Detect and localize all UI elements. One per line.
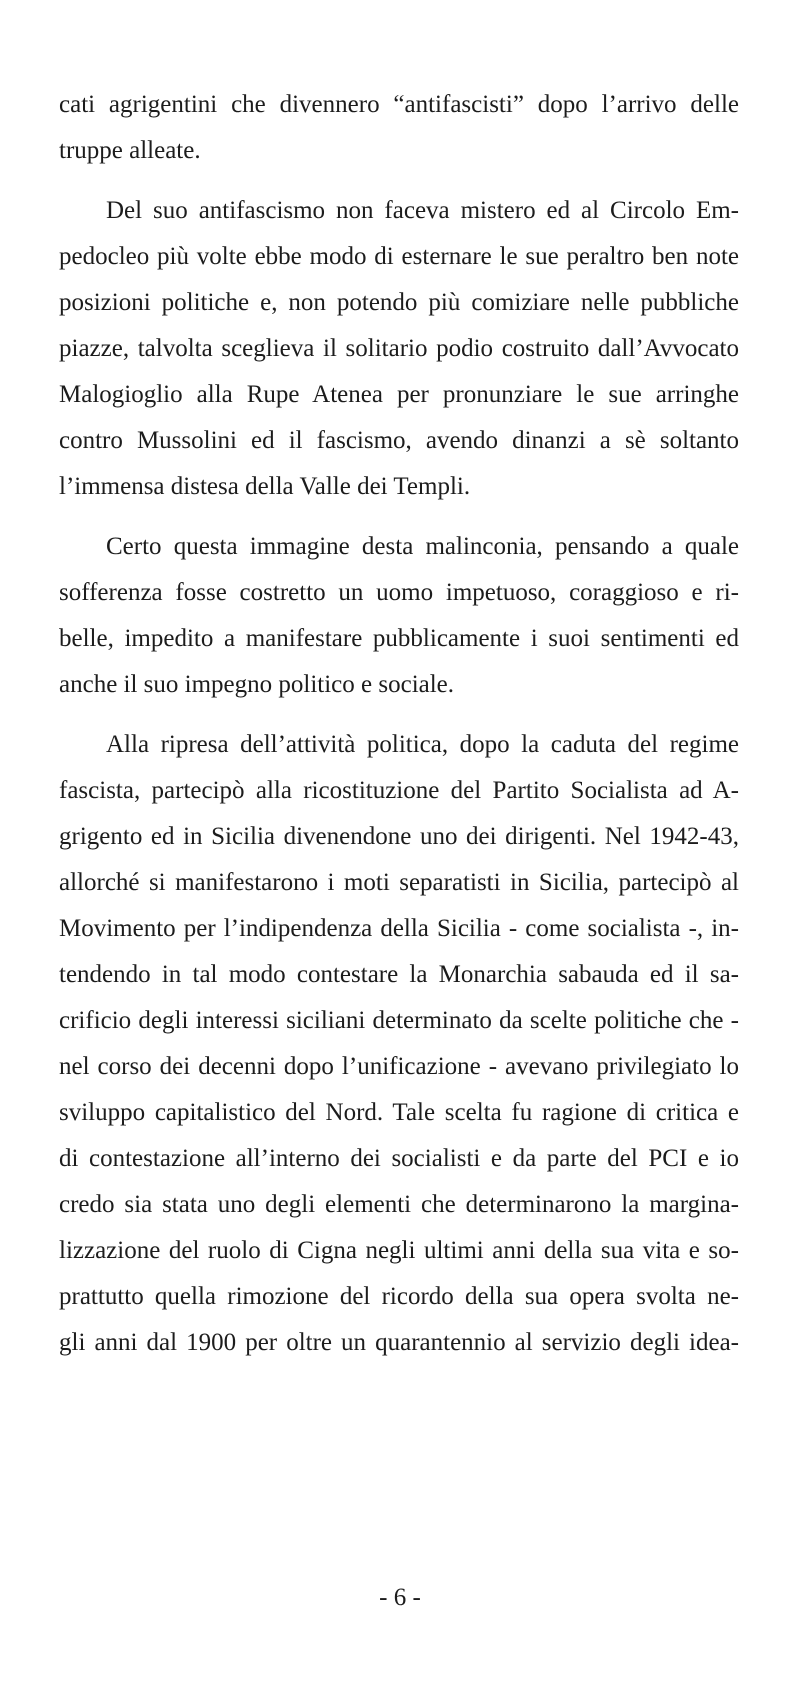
text-line: belle, impedito a manifestare pubblicamente i suoi sentimenti ed [59,625,739,652]
text-line: di contestazione all’interno dei socialisti e da parte del PCI e io [59,1145,739,1172]
text-line: sofferenza fosse costretto un uomo impetuoso, coraggioso e ri- [59,579,739,606]
paragraph-2 [59,188,739,510]
text-line: cati agrigentini che divennero “antifascisti” dopo l’arrivo delle [59,91,739,118]
text-line: contro Mussolini ed il fascismo, avendo dinanzi a sè soltanto [59,427,739,454]
text-line: Malogioglio alla Rupe Atenea per pronunziare le sue arringhe [59,381,739,408]
paragraph-1 [59,82,739,174]
text-line: sviluppo capitalistico del Nord. Tale scelta fu ragione di critica e [59,1099,739,1126]
body-text [59,82,739,1366]
text-line: Movimento per l’indipendenza della Sicilia - come socialista -, in- [59,915,739,942]
text-line: Certo questa immagine desta malinconia, pensando a quale [106,533,739,560]
text-line: nel corso dei decenni dopo l’unificazione - avevano privilegiato lo [59,1053,739,1080]
text-line: anche il suo impegno politico e sociale. [59,671,455,698]
text-line: gli anni dal 1900 per oltre un quarantennio al servizio degli idea- [59,1329,739,1356]
text-line: lizzazione del ruolo di Cigna negli ultimi anni della sua vita e so- [59,1237,739,1264]
text-line: l’immensa distesa della Valle dei Templi. [59,473,471,500]
text-line: allorché si manifestarono i moti separatisti in Sicilia, partecipò al [59,869,739,896]
text-line: Alla ripresa dell’attività politica, dopo la caduta del regime [106,731,739,758]
text-line: credo sia stata uno degli elementi che determinarono la margina- [59,1191,739,1218]
text-line: piazze, talvolta sceglieva il solitario podio costruito dall’Avvocato [59,335,739,362]
text-line: crificio degli interessi siciliani determinato da scelte politiche che - [59,1007,739,1034]
text-line: truppe alleate. [59,137,201,164]
paragraph-4 [59,722,739,1366]
text-line: posizioni politiche e, non potendo più comiziare nelle pubbliche [59,289,739,316]
text-line: fascista, partecipò alla ricostituzione del Partito Socialista ad A- [59,777,739,804]
text-line: prattutto quella rimozione del ricordo della sua opera svolta ne- [59,1283,739,1310]
text-line: pedocleo più volte ebbe modo di esternare le sue peraltro ben note [59,243,739,270]
text-line: tendendo in tal modo contestare la Monarchia sabauda ed il sa- [59,961,739,988]
text-line: Del suo antifascismo non faceva mistero ed al Circolo Em- [106,197,739,224]
page-number: - 6 - [379,1584,421,1611]
paragraph-3 [59,524,739,708]
text-line: grigento ed in Sicilia divenendone uno dei dirigenti. Nel 1942-43, [59,823,739,850]
